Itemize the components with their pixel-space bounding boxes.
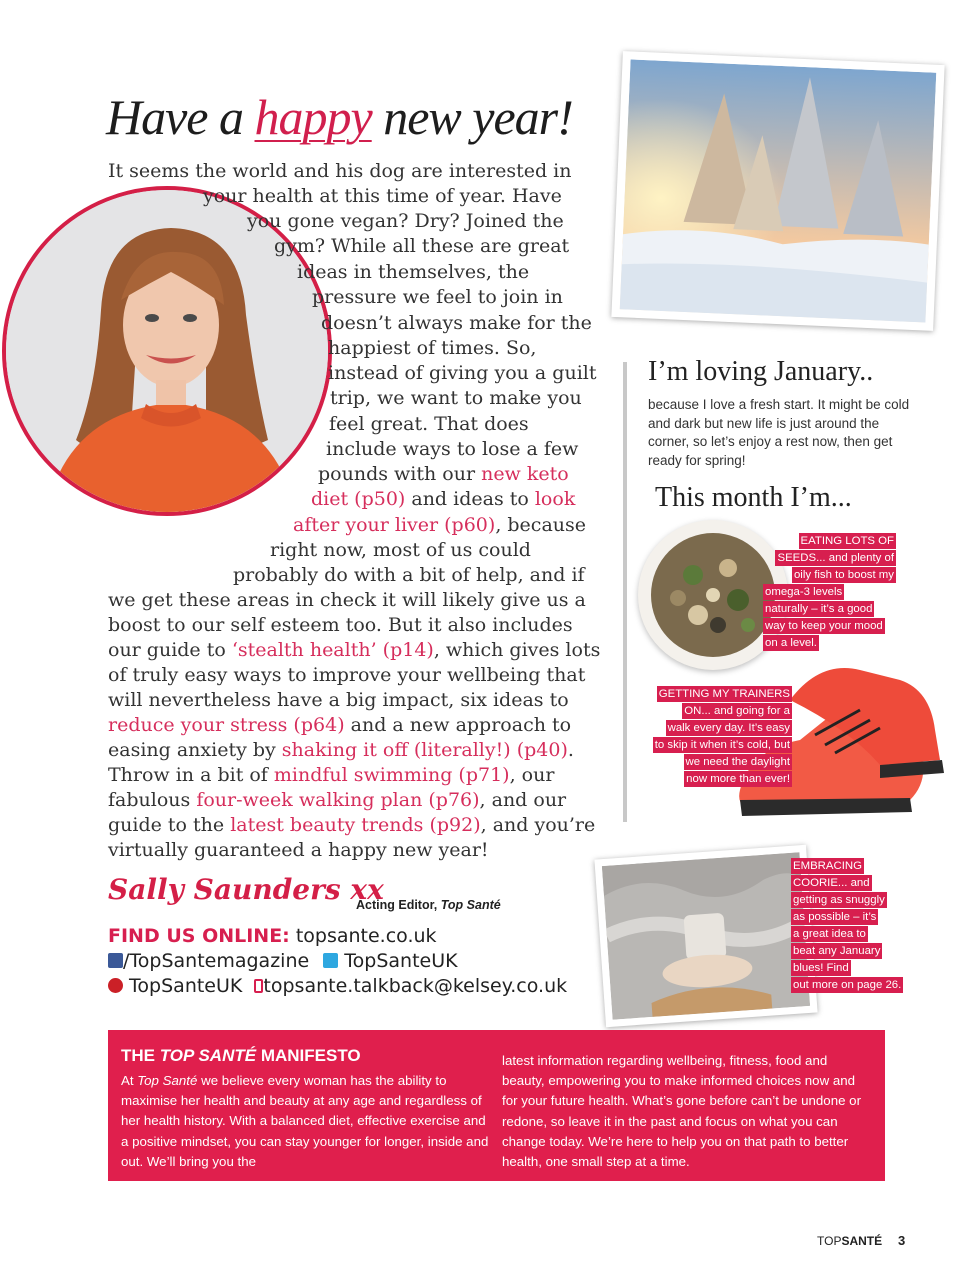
text-run: , and our [479, 789, 567, 811]
text-run: and ideas to [405, 488, 535, 510]
text-run-magazine: Top Santé [137, 1073, 198, 1088]
footer-brand [817, 1234, 882, 1248]
text-run: Throw in a bit of [108, 764, 274, 786]
text-run: gym? While all these are great [274, 235, 570, 257]
body-line [108, 838, 489, 863]
body-line [274, 234, 569, 259]
article-link[interactable]: diet (p50) [311, 488, 406, 510]
coorie-photo [594, 845, 817, 1027]
loving-heading: I’m loving January.. [648, 356, 874, 387]
find-label: FIND US ONLINE: [108, 925, 290, 947]
loving-text: because I love a fresh start. It might be cold and dark but new life is just around the corner, so let’s enjoy a rest now, then get ready for spring! [648, 397, 910, 468]
email-link[interactable]: topsante.talkback@kelsey.co.uk [263, 975, 568, 997]
body-line [108, 663, 585, 688]
body-line [326, 437, 578, 462]
find-us-online [108, 925, 437, 947]
heading-part: MANIFESTO [256, 1046, 361, 1065]
winter-photo [611, 51, 944, 331]
brand-top: TOP [817, 1234, 842, 1248]
text-run: , which gives lots [433, 639, 601, 661]
text-run: we get these areas in check it will likely give us a [108, 589, 586, 611]
body-line [328, 361, 596, 386]
caption-line: omega-3 levels [765, 586, 843, 598]
article-link[interactable]: four-week walking plan (p76) [196, 789, 480, 811]
facebook-link[interactable]: /TopSantemagazine [123, 950, 310, 972]
manifesto-heading [121, 1046, 361, 1066]
article-link[interactable]: reduce your stress (p64) [108, 714, 345, 736]
body-line [311, 487, 575, 512]
text-run: virtually guaranteed a happy new year! [108, 839, 489, 861]
caption-line: we need the daylight [685, 756, 790, 768]
facebook-icon [108, 953, 123, 968]
caption-line: way to keep your mood [765, 620, 883, 632]
coorie-caption [791, 858, 903, 994]
text-run: ideas in themselves, the [297, 261, 530, 283]
body-line [108, 738, 574, 763]
editor-credit [356, 898, 501, 912]
text-run: our guide to [108, 639, 232, 661]
body-line [297, 260, 529, 285]
text-run: we believe every woman has the ability to maximise her health and beauty at any age and regardless of her health history. With a balanced diet, effective exercise and a positive mindset, you can stay younger for longer, inside and out. We’ll bring you the [121, 1073, 489, 1169]
caption-line: on a level. [765, 637, 817, 649]
pinterest-link[interactable]: TopSanteUK [129, 975, 243, 997]
caption-line: beat any January [793, 945, 881, 957]
body-line [312, 285, 563, 310]
heading-part: THE [121, 1046, 160, 1065]
text-run: , because [495, 514, 586, 536]
title-part: new year! [371, 89, 573, 145]
caption-line: out more on page 26. [793, 979, 902, 991]
manifesto-column-1 [121, 1071, 493, 1172]
caption-line: ON... and going for a [684, 705, 790, 717]
body-line [318, 462, 569, 487]
text-run: fabulous [108, 789, 197, 811]
text-run: of truly easy ways to improve your wellbeing that [108, 664, 586, 686]
heading-magazine: TOP SANTÉ [159, 1046, 257, 1065]
social-row-2 [108, 975, 567, 997]
title-highlight: happy [254, 89, 372, 145]
caption-line: COORIE... and [793, 877, 870, 889]
text-run: right now, most of us could [270, 539, 531, 561]
body-line [108, 713, 571, 738]
editor-role: Acting Editor, [356, 898, 441, 912]
caption-line: EMBRACING [793, 860, 862, 872]
month-heading: This month I’m... [655, 482, 852, 513]
text-run: feel great. That does [329, 413, 529, 435]
winter-trees-image [620, 59, 937, 322]
body-line [108, 763, 554, 788]
caption-line: blues! Find [793, 962, 849, 974]
text-run: you gone vegan? Dry? Joined the [247, 210, 564, 232]
text-run: will nevertheless have a big impact, six ideas to [108, 689, 569, 711]
text-run: happiest of times. So, [328, 337, 537, 359]
sidebar-divider [623, 362, 627, 822]
body-line [108, 788, 566, 813]
text-run: boost to our self esteem too. But it also includes [108, 614, 573, 636]
article-link[interactable]: look [534, 488, 576, 510]
body-line [108, 159, 571, 184]
editor-magazine: Top Santé [440, 898, 501, 912]
website-link[interactable]: topsante.co.uk [295, 925, 437, 947]
body-line [293, 513, 586, 538]
body-line [233, 563, 585, 588]
text-run: doesn’t always make for the [321, 312, 592, 334]
body-line [321, 311, 592, 336]
body-line [247, 209, 564, 234]
body-line [108, 638, 600, 663]
caption-line: walk every day. It’s easy [667, 722, 790, 734]
article-link[interactable]: after your liver (p60) [293, 514, 496, 536]
editorial-body [0, 0, 620, 870]
editor-signature: Sally Saunders xx [108, 873, 384, 906]
text-run: easing anxiety by [108, 739, 282, 761]
text-run: your health at this time of year. Have [203, 185, 562, 207]
text-run: It seems the world and his dog are interested in [108, 160, 572, 182]
caption-line: getting as snuggly [793, 894, 885, 906]
body-line [203, 184, 562, 209]
text-run: , and you’re [480, 814, 596, 836]
body-line [270, 538, 531, 563]
body-line [108, 688, 569, 713]
trainers-caption [653, 686, 792, 788]
article-link[interactable]: mindful swimming (p71) [273, 764, 510, 786]
text-run: guide to the [108, 814, 231, 836]
text-run: pounds with our [318, 463, 482, 485]
body-line [329, 412, 529, 437]
text-run: , our [509, 764, 555, 786]
caption-line: GETTING MY TRAINERS [658, 688, 790, 700]
page-number: 3 [898, 1233, 906, 1248]
seeds-caption [775, 533, 896, 584]
brand-sante: SANTÉ [841, 1234, 883, 1248]
article-link[interactable]: ‘stealth health’ (p14) [231, 639, 434, 661]
text-run: probably do with a bit of help, and if [233, 564, 585, 586]
text-run: and a new approach to [344, 714, 572, 736]
caption-line: oily fish to boost my [793, 569, 894, 581]
caption-line: as possible – it’s [793, 911, 877, 923]
text-run: pressure we feel to join in [312, 286, 563, 308]
title-part: Have a [106, 89, 255, 145]
manifesto-column-2: latest information regarding wellbeing, fitness, food and beauty, empowering you to make informed choices now and for your future health. What’s gone before can’t be undone or redone, so leave it in the past and focus on what you can change today. We’re here to help you on that path to better health, one small step at a time. [502, 1053, 862, 1170]
body-line [108, 813, 595, 838]
twitter-icon [323, 953, 338, 968]
article-link[interactable]: latest beauty trends (p92) [230, 814, 481, 836]
article-link[interactable]: new keto [481, 463, 569, 485]
text-run: At [121, 1073, 138, 1088]
social-row-1 [108, 950, 458, 972]
article-link[interactable]: shaking it off (literally!) (p40) [281, 739, 568, 761]
text-run: trip, we want to make you [330, 387, 582, 409]
body-line [330, 386, 582, 411]
caption-line: SEEDS... and plenty of [777, 552, 894, 564]
caption-line: naturally – it’s a good [765, 603, 873, 615]
text-run: include ways to lose a few [326, 438, 579, 460]
caption-line: a great idea to [793, 928, 866, 940]
caption-line: now more than ever! [686, 773, 790, 785]
body-line [328, 336, 536, 361]
manifesto-box [108, 1030, 885, 1181]
pinterest-icon [108, 978, 123, 993]
text-run: instead of giving you a guilt [328, 362, 597, 384]
body-line [108, 613, 573, 638]
body-line [108, 588, 586, 613]
knit-blanket-image [602, 852, 810, 1019]
text-run: . [567, 739, 574, 761]
caption-line: to skip it when it’s cold, but [654, 739, 790, 751]
twitter-link[interactable]: TopSanteUK [344, 950, 458, 972]
caption-line: EATING LOTS OF [800, 535, 894, 547]
